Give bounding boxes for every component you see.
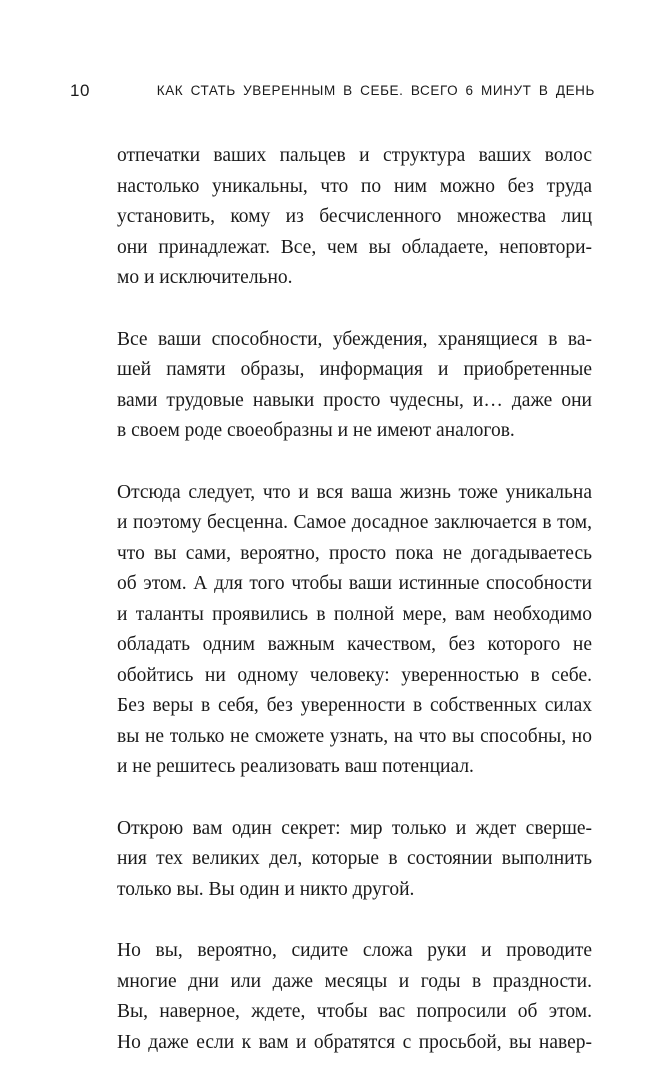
text-line: Но даже если к вам и обратятся с просьбой, вы навер- (117, 1031, 592, 1053)
running-title: КАК СТАТЬ УВЕРЕННЫМ В СЕБЕ. ВСЕГО 6 МИНУТ В ДЕНЬ (156, 83, 595, 98)
paragraph (117, 478, 592, 783)
body-text (117, 141, 592, 1089)
text-line: Открою вам один секрет: мир только и ждет сверше- (117, 817, 592, 839)
text-line: отпечатки ваших пальцев и структура ваших волос (117, 145, 592, 166)
text-line: и поэтому бесценна. Самое досадное заключается в том, (117, 512, 592, 533)
text-line: Все ваши способности, убеждения, хранящиеся в ва- (117, 328, 592, 350)
text-line: вы не только не сможете узнать, на что вы способны, но (117, 725, 592, 747)
text-line: вами трудовые навыки просто чудесны, и… даже они (117, 389, 592, 411)
text-line: и таланты проявились в полной мере, вам необходимо (117, 603, 592, 625)
text-line: многие дни или даже месяцы и годы в праздности. (117, 970, 592, 992)
text-line: установить, кому из бесчисленного множества лиц (117, 206, 592, 227)
text-line: Без веры в себя, без уверенности в собственных силах (117, 695, 592, 716)
paragraph (117, 141, 592, 294)
paragraph (117, 936, 592, 1058)
text-line: шей памяти образы, информация и приобретенные (117, 359, 592, 380)
text-line: только вы. Вы один и никто другой. (117, 878, 415, 900)
text-line: Но вы, вероятно, сидите сложа руки и проводите (117, 940, 592, 961)
text-line: Вы, наверное, ждете, чтобы вас попросили об этом. (117, 1001, 592, 1022)
text-line: мо и исключительно. (117, 267, 293, 288)
running-header (70, 79, 595, 103)
text-line: ния тех великих дел, которые в состоянии выполнить (117, 848, 592, 869)
text-line: Отсюда следует, что и вся ваша жизнь тоже уникальна (117, 481, 592, 503)
text-line: об этом. А для того чтобы ваши истинные способности (117, 573, 592, 594)
text-line: в своем роде своеобразны и не имеют аналогов. (117, 420, 515, 441)
text-line: что вы сами, вероятно, просто пока не догадываетесь (117, 542, 592, 564)
paragraph (117, 814, 592, 906)
page-number: 10 (70, 81, 90, 100)
text-line: и не решитесь реализовать ваш потенциал. (117, 756, 474, 777)
text-line: они принадлежат. Все, чем вы обладаете, неповтори- (117, 236, 592, 258)
text-line: обойтись ни одному человеку: уверенностью в себе. (117, 664, 592, 686)
paragraph (117, 325, 592, 447)
text-line: настолько уникальны, что по ним можно без труда (117, 175, 592, 197)
text-line: обладать одним важным качеством, без которого не (117, 634, 592, 655)
